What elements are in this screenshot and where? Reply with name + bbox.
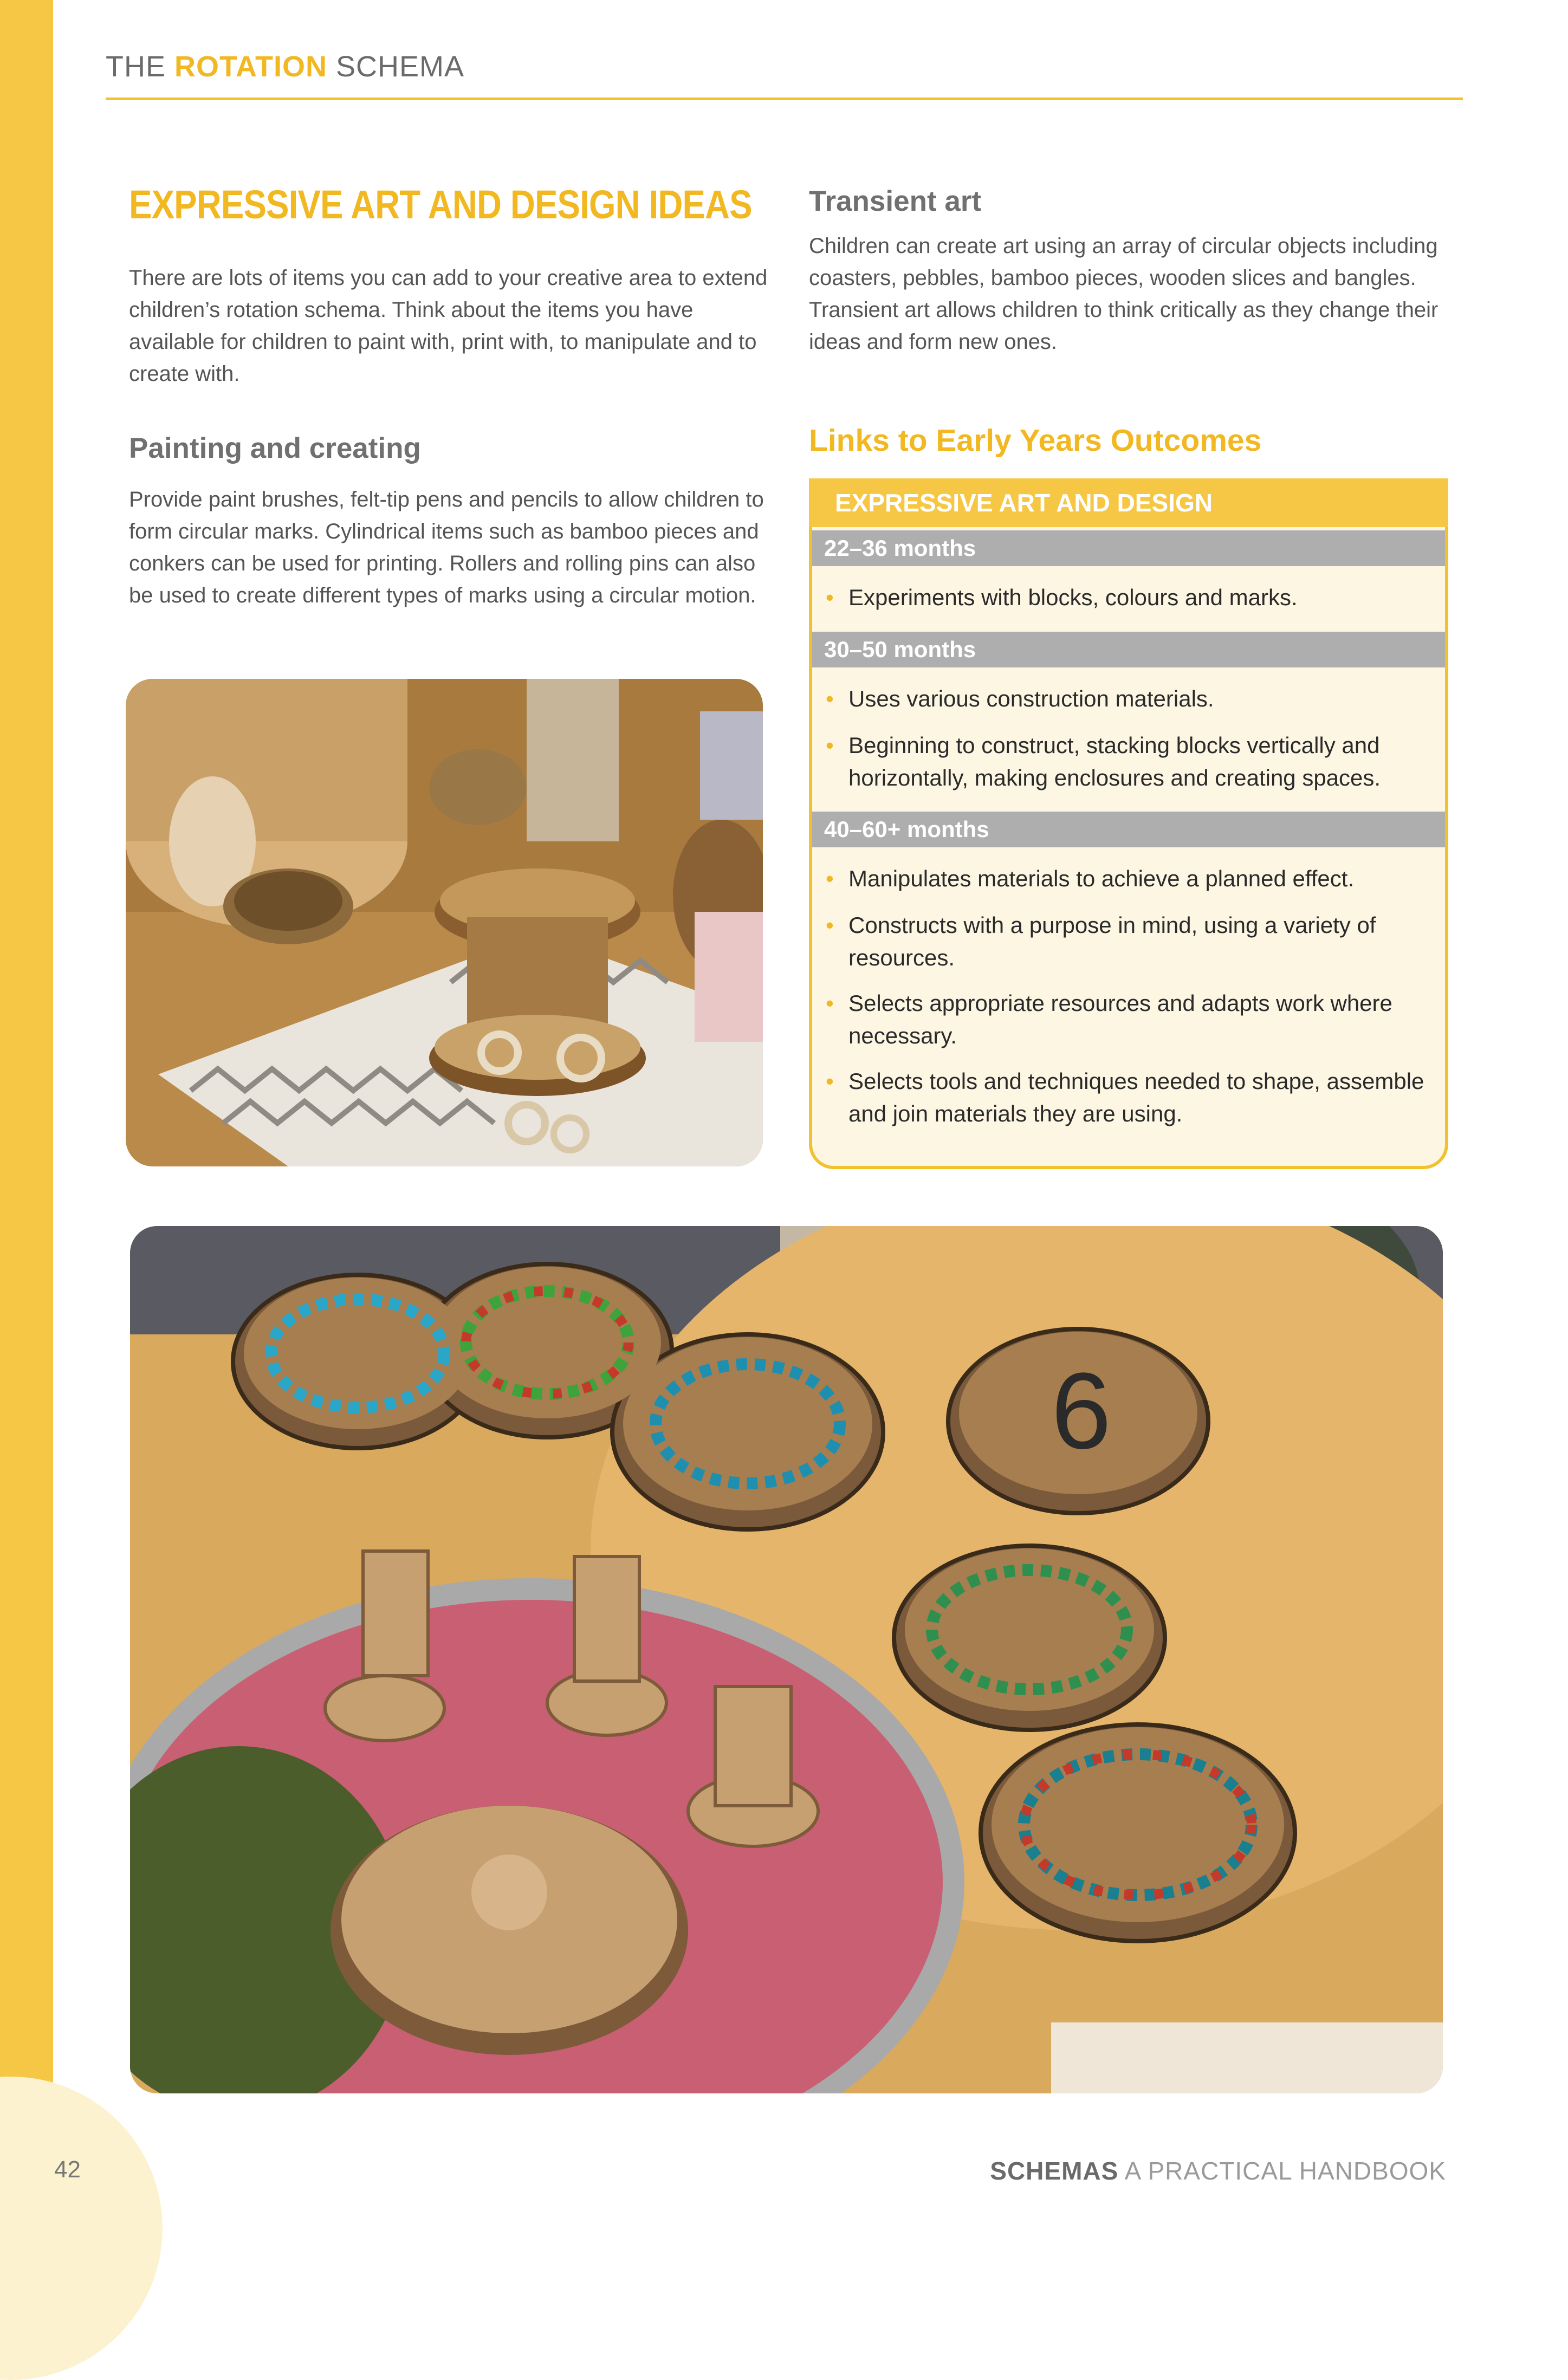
transient-heading: Transient art: [809, 185, 982, 217]
outcome-item: • Experiments with blocks, colours and marks.: [824, 581, 1425, 614]
wooden-slices-photo: [130, 1226, 1443, 2093]
age-band: 40–60+ months: [812, 812, 1445, 847]
painting-paragraph: Provide paint brushes, felt-tip pens and pencils to allow children to form circular marks. Cylindrical items such as bamboo pieces and conkers can be used for printing. Rollers and rolling pins can also be used to create different types of marks using a circular motion.: [129, 488, 764, 607]
outcome-item: • Selects appropriate resources and adapts work where necessary.: [824, 987, 1425, 1052]
running-footer: [990, 2156, 1446, 2186]
running-header: [106, 50, 464, 83]
outcome-item: • Constructs with a purpose in mind, using a variety of resources.: [824, 909, 1425, 974]
header-accent: ROTATION: [174, 50, 327, 83]
transient-paragraph: Children can create art using an array of circular objects including coasters, pebbles, bamboo pieces, wooden slices and bangles. Transient art allows children to think critically as they change their ideas and form new ones.: [809, 234, 1439, 354]
age-band: 22–36 months: [812, 530, 1445, 566]
outcome-item: • Beginning to construct, stacking blocks vertically and horizontally, making enclosures and creating spaces.: [824, 729, 1425, 794]
outcome-item: • Selects tools and techniques needed to shape, assemble and join materials they are using.: [824, 1065, 1425, 1130]
painting-heading: Painting and creating: [129, 432, 421, 464]
intro-paragraph: There are lots of items you can add to your creative area to extend children’s rotation schema. Think about the items you have available for children to paint with, print with, to manipulate and to create with.: [129, 266, 768, 386]
header-prefix: THE: [106, 50, 166, 83]
page-number: 42: [54, 2156, 81, 2183]
header-rule: [106, 98, 1463, 100]
outcomes-box-heading: EXPRESSIVE ART AND DESIGN: [809, 478, 1448, 527]
corner-decoration: [0, 2077, 163, 2380]
header-suffix: SCHEMA: [336, 50, 465, 83]
stacked-wood-photo: [126, 679, 763, 1166]
footer-rest: A PRACTICAL HANDBOOK: [1124, 2157, 1446, 2185]
age-band: 30–50 months: [812, 632, 1445, 667]
footer-bold: SCHEMAS: [990, 2157, 1119, 2185]
left-accent-bar: [0, 0, 53, 2217]
section-title: EXPRESSIVE ART AND DESIGN IDEAS: [129, 182, 752, 227]
outcome-item: • Uses various construction materials.: [824, 683, 1425, 715]
outcomes-heading: Links to Early Years Outcomes: [809, 423, 1262, 458]
svg-text:6: 6: [1051, 1351, 1112, 1471]
outcome-item: • Manipulates materials to achieve a planned effect.: [824, 862, 1425, 895]
